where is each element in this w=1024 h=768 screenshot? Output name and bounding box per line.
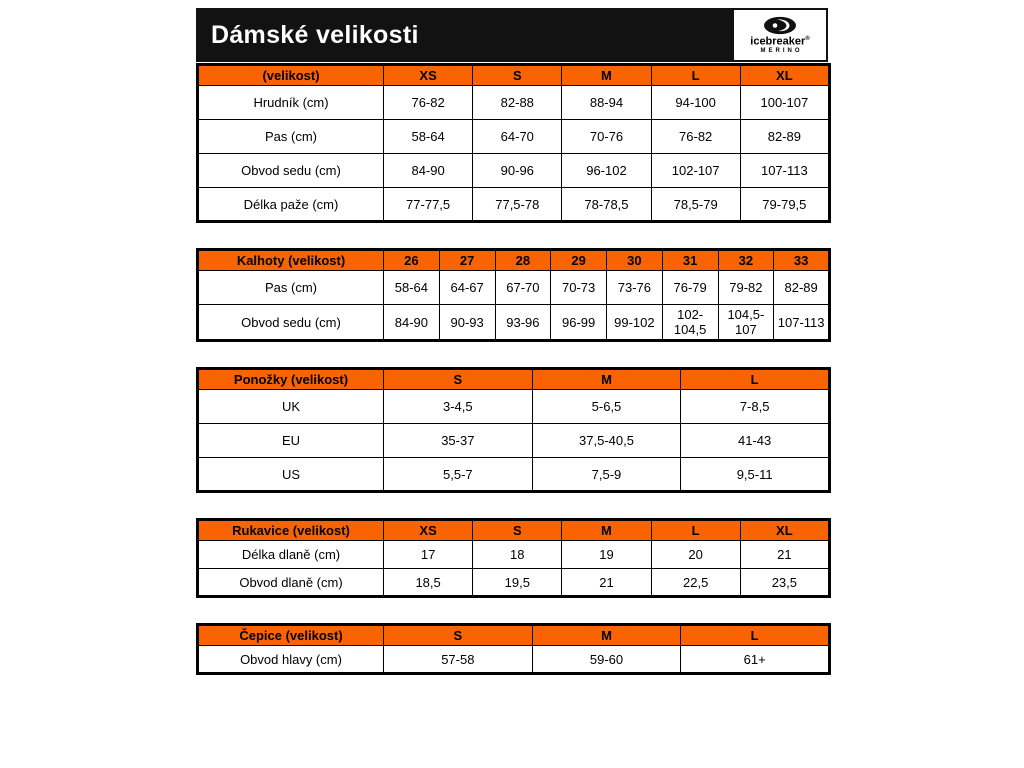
value-cell: 84-90 [384,305,440,341]
value-cell: 107-113 [740,154,829,188]
value-cell: 37,5-40,5 [532,424,681,458]
value-cell: 102-104,5 [662,305,718,341]
value-cell: 79-79,5 [740,188,829,222]
table-row [198,188,830,222]
value-cell: 21 [740,541,829,569]
value-cell: 107-113 [774,305,830,341]
size-table-velikosti [196,63,831,223]
value-cell: 19,5 [473,569,562,597]
value-cell: 5-6,5 [532,390,681,424]
size-header-cell: M [532,625,681,646]
value-cell: 77-77,5 [384,188,473,222]
table-row [198,390,830,424]
row-label: Pas (cm) [198,120,384,154]
value-cell: 64-70 [473,120,562,154]
size-header-cell: 30 [607,250,663,271]
value-cell: 76-82 [384,86,473,120]
size-chart-page [196,8,828,675]
size-header-cell: S [384,369,533,390]
size-header-cell: M [562,520,651,541]
size-header-cell: XS [384,520,473,541]
size-header-cell: 27 [439,250,495,271]
header-row [198,65,830,86]
value-cell: 84-90 [384,154,473,188]
header-row [198,369,830,390]
value-cell: 88-94 [562,86,651,120]
value-cell: 61+ [681,646,830,674]
table-row [198,569,830,597]
table-row [198,154,830,188]
value-cell: 76-79 [662,271,718,305]
value-cell: 82-89 [740,120,829,154]
size-header-cell: 33 [774,250,830,271]
size-table-cepice [196,623,831,675]
value-cell: 22,5 [651,569,740,597]
size-header-cell: 32 [718,250,774,271]
value-cell: 58-64 [384,120,473,154]
value-cell: 67-70 [495,271,551,305]
value-cell: 96-99 [551,305,607,341]
size-header-cell: 29 [551,250,607,271]
value-cell: 7,5-9 [532,458,681,492]
value-cell: 77,5-78 [473,188,562,222]
table-row [198,120,830,154]
table-row [198,458,830,492]
value-cell: 20 [651,541,740,569]
table-title-cell: (velikost) [198,65,384,86]
icebreaker-logo-icon [763,16,797,35]
row-label: Délka paže (cm) [198,188,384,222]
value-cell: 70-73 [551,271,607,305]
size-header-cell: XS [384,65,473,86]
tables-container [196,63,828,675]
size-header-cell: L [681,369,830,390]
value-cell: 99-102 [607,305,663,341]
value-cell: 7-8,5 [681,390,830,424]
size-header-cell: L [681,625,830,646]
value-cell: 35-37 [384,424,533,458]
value-cell: 79-82 [718,271,774,305]
value-cell: 73-76 [607,271,663,305]
value-cell: 94-100 [651,86,740,120]
registered-mark: ® [805,35,810,42]
table-title-cell: Rukavice (velikost) [198,520,384,541]
header-row [198,625,830,646]
size-header-cell: XL [740,520,829,541]
value-cell: 59-60 [532,646,681,674]
table-title-cell: Kalhoty (velikost) [198,250,384,271]
size-header-cell: L [651,65,740,86]
row-label: Obvod sedu (cm) [198,305,384,341]
size-table-ponozky [196,367,831,493]
table-row [198,646,830,674]
page-title: Dámské velikosti [211,20,419,49]
table-title-cell: Čepice (velikost) [198,625,384,646]
size-header-cell: XL [740,65,829,86]
value-cell: 18,5 [384,569,473,597]
row-label: Hrudník (cm) [198,86,384,120]
value-cell: 82-88 [473,86,562,120]
value-cell: 17 [384,541,473,569]
value-cell: 64-67 [439,271,495,305]
page-header [196,8,828,62]
table-row [198,86,830,120]
size-table-kalhoty [196,248,831,342]
size-header-cell: M [532,369,681,390]
size-table-rukavice [196,518,831,598]
brand-subtitle: MERINO [760,48,803,55]
table-row [198,305,830,341]
value-cell: 78-78,5 [562,188,651,222]
row-label: EU [198,424,384,458]
size-header-cell: 26 [384,250,440,271]
value-cell: 78,5-79 [651,188,740,222]
header-row [198,250,830,271]
row-label: Pas (cm) [198,271,384,305]
value-cell: 90-93 [439,305,495,341]
row-label: Obvod dlaně (cm) [198,569,384,597]
size-header-cell: 28 [495,250,551,271]
value-cell: 9,5-11 [681,458,830,492]
value-cell: 100-107 [740,86,829,120]
value-cell: 90-96 [473,154,562,188]
value-cell: 41-43 [681,424,830,458]
size-header-cell: S [473,520,562,541]
value-cell: 76-82 [651,120,740,154]
value-cell: 104,5-107 [718,305,774,341]
value-cell: 21 [562,569,651,597]
table-title-cell: Ponožky (velikost) [198,369,384,390]
row-label: UK [198,390,384,424]
size-header-cell: 31 [662,250,718,271]
value-cell: 70-76 [562,120,651,154]
value-cell: 93-96 [495,305,551,341]
value-cell: 23,5 [740,569,829,597]
value-cell: 3-4,5 [384,390,533,424]
value-cell: 102-107 [651,154,740,188]
value-cell: 82-89 [774,271,830,305]
value-cell: 57-58 [384,646,533,674]
size-header-cell: L [651,520,740,541]
header-row [198,520,830,541]
value-cell: 96-102 [562,154,651,188]
table-row [198,271,830,305]
brand-logo [734,10,826,60]
row-label: US [198,458,384,492]
table-row [198,541,830,569]
value-cell: 19 [562,541,651,569]
brand-name: icebreaker® [750,35,810,48]
row-label: Obvod sedu (cm) [198,154,384,188]
row-label: Délka dlaně (cm) [198,541,384,569]
value-cell: 18 [473,541,562,569]
size-header-cell: M [562,65,651,86]
value-cell: 58-64 [384,271,440,305]
size-header-cell: S [384,625,533,646]
value-cell: 5,5-7 [384,458,533,492]
size-header-cell: S [473,65,562,86]
table-row [198,424,830,458]
row-label: Obvod hlavy (cm) [198,646,384,674]
